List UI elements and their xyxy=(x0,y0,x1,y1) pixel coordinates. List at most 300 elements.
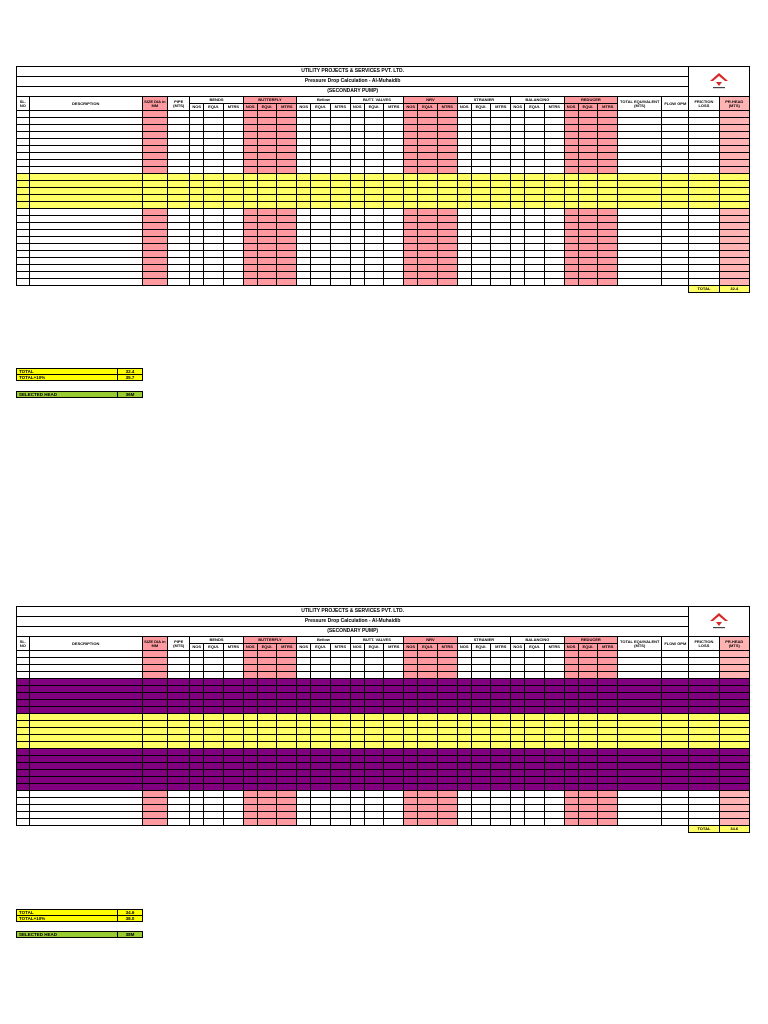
table-cell xyxy=(578,700,598,707)
table-cell xyxy=(491,693,511,700)
table-cell xyxy=(204,700,224,707)
table-cell xyxy=(277,195,297,202)
table-cell xyxy=(662,181,689,188)
table-cell xyxy=(223,132,243,139)
table-cell xyxy=(618,651,662,658)
table-cell xyxy=(330,805,350,812)
table-cell xyxy=(384,265,404,272)
sub-equi: EQUI. xyxy=(204,644,224,651)
table-cell xyxy=(598,791,618,798)
table-cell xyxy=(457,777,471,784)
summary-total10-label: TOTAL+10% xyxy=(17,375,118,381)
table-cell xyxy=(243,146,257,153)
table-cell xyxy=(689,742,719,749)
table-cell xyxy=(598,237,618,244)
table-cell xyxy=(457,770,471,777)
table-cell xyxy=(243,188,257,195)
table-cell xyxy=(457,679,471,686)
table-cell xyxy=(257,258,277,265)
table-cell xyxy=(168,265,190,272)
table-cell xyxy=(190,111,204,118)
table-cell xyxy=(17,812,30,819)
table-cell xyxy=(330,742,350,749)
table-cell xyxy=(384,805,404,812)
table-cell xyxy=(311,798,331,805)
table-cell xyxy=(471,784,491,791)
table-cell xyxy=(491,798,511,805)
table-cell xyxy=(330,230,350,237)
table-cell xyxy=(511,763,525,770)
table-cell xyxy=(17,160,30,167)
table-cell xyxy=(190,777,204,784)
table-cell xyxy=(297,700,311,707)
table-cell xyxy=(223,279,243,286)
table-cell xyxy=(471,195,491,202)
table-cell xyxy=(223,777,243,784)
table-cell xyxy=(243,679,257,686)
table-cell xyxy=(243,265,257,272)
table-cell xyxy=(297,223,311,230)
table-cell xyxy=(437,707,457,714)
table-cell xyxy=(243,118,257,125)
table-cell xyxy=(689,258,719,265)
table-cell xyxy=(311,728,331,735)
col-friction: FRICTION LOSS xyxy=(689,97,719,111)
table-cell xyxy=(457,223,471,230)
table-cell xyxy=(544,223,564,230)
table-cell xyxy=(544,658,564,665)
table-cell xyxy=(223,679,243,686)
table-cell xyxy=(277,230,297,237)
table-cell xyxy=(457,202,471,209)
table-cell xyxy=(142,118,168,125)
table-cell xyxy=(297,272,311,279)
table-cell xyxy=(190,798,204,805)
table-cell xyxy=(297,791,311,798)
table-cell xyxy=(471,693,491,700)
table-cell xyxy=(142,132,168,139)
table-cell xyxy=(511,812,525,819)
table-cell xyxy=(437,742,457,749)
sub-nos: NOS xyxy=(564,644,578,651)
table-cell xyxy=(471,153,491,160)
table-cell xyxy=(491,258,511,265)
table-cell xyxy=(689,672,719,679)
table-cell xyxy=(190,230,204,237)
table-cell xyxy=(525,230,545,237)
table-cell xyxy=(598,735,618,742)
table-cell xyxy=(689,153,719,160)
table-cell xyxy=(525,132,545,139)
table-cell xyxy=(142,244,168,251)
selected-head-value: 36M xyxy=(118,392,143,398)
table-cell xyxy=(618,251,662,258)
table-cell xyxy=(662,714,689,721)
table-cell xyxy=(168,721,190,728)
table-row xyxy=(17,188,750,195)
table-cell xyxy=(17,798,30,805)
table-cell xyxy=(257,223,277,230)
table-cell xyxy=(491,167,511,174)
table-cell xyxy=(190,244,204,251)
table-cell xyxy=(578,139,598,146)
table-cell xyxy=(525,160,545,167)
table-cell xyxy=(598,763,618,770)
table-cell xyxy=(404,784,418,791)
table-cell xyxy=(364,672,384,679)
table-cell xyxy=(511,665,525,672)
table-cell xyxy=(297,777,311,784)
table-cell xyxy=(364,714,384,721)
table-cell xyxy=(511,265,525,272)
sub-mtrs: MTRS xyxy=(598,104,618,111)
table-cell xyxy=(364,279,384,286)
table-cell xyxy=(689,188,719,195)
table-cell xyxy=(437,279,457,286)
table-cell xyxy=(578,125,598,132)
table-cell xyxy=(257,700,277,707)
table-cell xyxy=(330,784,350,791)
table-cell xyxy=(142,279,168,286)
table-cell xyxy=(204,679,224,686)
table-cell xyxy=(168,202,190,209)
table-cell xyxy=(662,223,689,230)
table-cell xyxy=(564,118,578,125)
table-cell xyxy=(719,153,749,160)
table-cell xyxy=(29,209,142,216)
sub-mtrs: MTRS xyxy=(384,104,404,111)
table-cell xyxy=(168,777,190,784)
table-cell xyxy=(404,651,418,658)
table-cell xyxy=(384,756,404,763)
table-cell xyxy=(257,118,277,125)
table-cell xyxy=(437,146,457,153)
table-cell xyxy=(384,700,404,707)
table-cell xyxy=(598,679,618,686)
table-cell xyxy=(662,784,689,791)
table-cell xyxy=(364,118,384,125)
table-cell xyxy=(404,819,418,826)
table-cell xyxy=(598,812,618,819)
table-cell xyxy=(17,735,30,742)
table-cell xyxy=(457,265,471,272)
table-cell xyxy=(243,665,257,672)
table-cell xyxy=(204,763,224,770)
table-cell xyxy=(17,181,30,188)
table-cell xyxy=(350,181,364,188)
table-cell xyxy=(564,195,578,202)
table-cell xyxy=(142,230,168,237)
table-cell xyxy=(404,195,418,202)
table-cell xyxy=(190,209,204,216)
table-cell xyxy=(29,272,142,279)
table-cell xyxy=(437,749,457,756)
table-cell xyxy=(618,770,662,777)
table-cell xyxy=(350,125,364,132)
table-cell xyxy=(17,174,30,181)
table-cell xyxy=(168,728,190,735)
table-cell xyxy=(384,251,404,258)
col-butterfly: BUTTERFLY xyxy=(243,97,296,104)
table-cell xyxy=(17,651,30,658)
table-cell xyxy=(471,770,491,777)
table-cell xyxy=(384,139,404,146)
table-cell xyxy=(364,153,384,160)
table-cell xyxy=(223,749,243,756)
sub-nos: NOS xyxy=(511,644,525,651)
table-cell xyxy=(578,728,598,735)
table-cell xyxy=(471,118,491,125)
table-cell xyxy=(277,651,297,658)
table-cell xyxy=(168,258,190,265)
table-cell xyxy=(257,672,277,679)
table-cell xyxy=(618,686,662,693)
table-cell xyxy=(277,279,297,286)
table-cell xyxy=(364,111,384,118)
table-cell xyxy=(564,181,578,188)
table-cell xyxy=(243,216,257,223)
table-cell xyxy=(277,679,297,686)
table-cell xyxy=(662,139,689,146)
table-cell xyxy=(598,167,618,174)
col-bellow: Bellow xyxy=(297,97,350,104)
table-cell xyxy=(418,693,438,700)
table-cell xyxy=(578,223,598,230)
table-cell xyxy=(311,819,331,826)
table-cell xyxy=(311,230,331,237)
table-cell xyxy=(618,721,662,728)
table-cell xyxy=(190,749,204,756)
table-cell xyxy=(277,153,297,160)
table-cell xyxy=(350,146,364,153)
table-cell xyxy=(17,728,30,735)
table-cell xyxy=(277,819,297,826)
table-cell xyxy=(204,251,224,258)
table-body xyxy=(17,651,750,826)
table-cell xyxy=(257,153,277,160)
table-cell xyxy=(544,756,564,763)
table-cell xyxy=(257,651,277,658)
table-cell xyxy=(404,174,418,181)
col-description: DESCRIPTION xyxy=(29,97,142,111)
table-cell xyxy=(190,770,204,777)
table-cell xyxy=(350,784,364,791)
table-cell xyxy=(525,279,545,286)
table-cell xyxy=(457,251,471,258)
table-cell xyxy=(311,770,331,777)
table-cell xyxy=(418,251,438,258)
table-cell xyxy=(297,209,311,216)
table-cell xyxy=(719,672,749,679)
table-cell xyxy=(662,132,689,139)
table-cell xyxy=(384,735,404,742)
table-cell xyxy=(190,679,204,686)
sheet-2 xyxy=(16,606,750,937)
table-cell xyxy=(544,728,564,735)
table-cell xyxy=(223,665,243,672)
table-cell xyxy=(689,118,719,125)
table-cell xyxy=(471,714,491,721)
table-cell xyxy=(437,721,457,728)
table-cell xyxy=(311,707,331,714)
table-cell xyxy=(525,679,545,686)
table-cell xyxy=(330,735,350,742)
summary-table xyxy=(16,909,143,922)
table-cell xyxy=(719,812,749,819)
table-cell xyxy=(544,707,564,714)
table-cell xyxy=(598,153,618,160)
table-cell xyxy=(142,153,168,160)
table-cell xyxy=(437,160,457,167)
table-cell xyxy=(364,202,384,209)
table-cell xyxy=(491,202,511,209)
sheet-title: Pressure Drop Calculation - Al-Muhaidib xyxy=(17,617,689,627)
table-cell xyxy=(618,132,662,139)
table-cell xyxy=(511,693,525,700)
table-cell xyxy=(525,700,545,707)
table-cell xyxy=(544,272,564,279)
table-cell xyxy=(525,721,545,728)
table-cell xyxy=(618,265,662,272)
table-cell xyxy=(311,721,331,728)
table-cell xyxy=(418,770,438,777)
table-cell xyxy=(243,251,257,258)
table-row xyxy=(17,819,750,826)
table-cell xyxy=(457,258,471,265)
table-cell xyxy=(364,791,384,798)
summary-total10-value: 35.7 xyxy=(118,375,143,381)
summary-total-value: 32.4 xyxy=(118,369,143,375)
table-cell xyxy=(471,167,491,174)
table-cell xyxy=(662,237,689,244)
table-cell xyxy=(564,693,578,700)
table-cell xyxy=(223,125,243,132)
table-cell xyxy=(204,693,224,700)
table-cell xyxy=(257,132,277,139)
table-cell xyxy=(418,265,438,272)
table-cell xyxy=(719,714,749,721)
table-cell xyxy=(257,202,277,209)
table-cell xyxy=(297,265,311,272)
table-cell xyxy=(223,118,243,125)
table-cell xyxy=(142,777,168,784)
table-cell xyxy=(511,167,525,174)
table-cell xyxy=(311,679,331,686)
table-cell xyxy=(578,665,598,672)
table-cell xyxy=(190,812,204,819)
table-cell xyxy=(190,146,204,153)
table-cell xyxy=(437,770,457,777)
table-cell xyxy=(17,749,30,756)
table-cell xyxy=(311,251,331,258)
table-cell xyxy=(491,749,511,756)
table-cell xyxy=(689,686,719,693)
table-cell xyxy=(578,658,598,665)
table-cell xyxy=(525,223,545,230)
table-row xyxy=(17,721,750,728)
table-cell xyxy=(330,146,350,153)
table-cell xyxy=(257,160,277,167)
table-cell xyxy=(511,258,525,265)
table-row xyxy=(17,763,750,770)
table-cell xyxy=(418,125,438,132)
table-cell xyxy=(243,770,257,777)
table-cell xyxy=(578,132,598,139)
table-cell xyxy=(525,174,545,181)
table-cell xyxy=(17,819,30,826)
table-cell xyxy=(418,686,438,693)
table-cell xyxy=(544,209,564,216)
table-cell xyxy=(418,791,438,798)
table-cell xyxy=(29,728,142,735)
table-cell xyxy=(297,658,311,665)
table-cell xyxy=(350,700,364,707)
table-cell xyxy=(662,721,689,728)
table-cell xyxy=(223,272,243,279)
table-cell xyxy=(662,749,689,756)
table-cell xyxy=(384,707,404,714)
table-cell xyxy=(404,679,418,686)
table-cell xyxy=(311,181,331,188)
col-size-dia: SIZE DIA in MM xyxy=(142,637,168,651)
table-cell xyxy=(544,202,564,209)
table-cell xyxy=(204,174,224,181)
table-cell xyxy=(618,672,662,679)
table-cell xyxy=(525,272,545,279)
table-cell xyxy=(277,125,297,132)
table-cell xyxy=(29,777,142,784)
table-cell xyxy=(525,763,545,770)
table-cell xyxy=(350,279,364,286)
table-cell xyxy=(190,784,204,791)
col-balancing: BALANCING xyxy=(511,97,564,104)
table-cell xyxy=(662,230,689,237)
col-reducer: REDUCER xyxy=(564,97,617,104)
table-cell xyxy=(204,258,224,265)
table-cell xyxy=(257,777,277,784)
table-cell xyxy=(223,784,243,791)
table-cell xyxy=(471,279,491,286)
table-cell xyxy=(330,209,350,216)
table-cell xyxy=(204,672,224,679)
table-cell xyxy=(404,139,418,146)
table-cell xyxy=(17,279,30,286)
table-cell xyxy=(364,700,384,707)
table-cell xyxy=(598,251,618,258)
table-cell xyxy=(457,798,471,805)
table-cell xyxy=(689,798,719,805)
table-cell xyxy=(29,258,142,265)
table-cell xyxy=(311,167,331,174)
table-cell xyxy=(168,770,190,777)
table-cell xyxy=(297,237,311,244)
table-cell xyxy=(364,665,384,672)
table-cell xyxy=(311,665,331,672)
table-row xyxy=(17,770,750,777)
table-cell xyxy=(223,812,243,819)
table-cell xyxy=(350,805,364,812)
table-cell xyxy=(257,665,277,672)
table-cell xyxy=(719,805,749,812)
table-cell xyxy=(418,672,438,679)
col-prhead: PR.HEAD (MTS) xyxy=(719,97,749,111)
table-cell xyxy=(491,209,511,216)
table-cell xyxy=(578,230,598,237)
table-cell xyxy=(168,742,190,749)
table-cell xyxy=(29,181,142,188)
col-nrv: NRV xyxy=(404,637,457,644)
table-cell xyxy=(525,672,545,679)
